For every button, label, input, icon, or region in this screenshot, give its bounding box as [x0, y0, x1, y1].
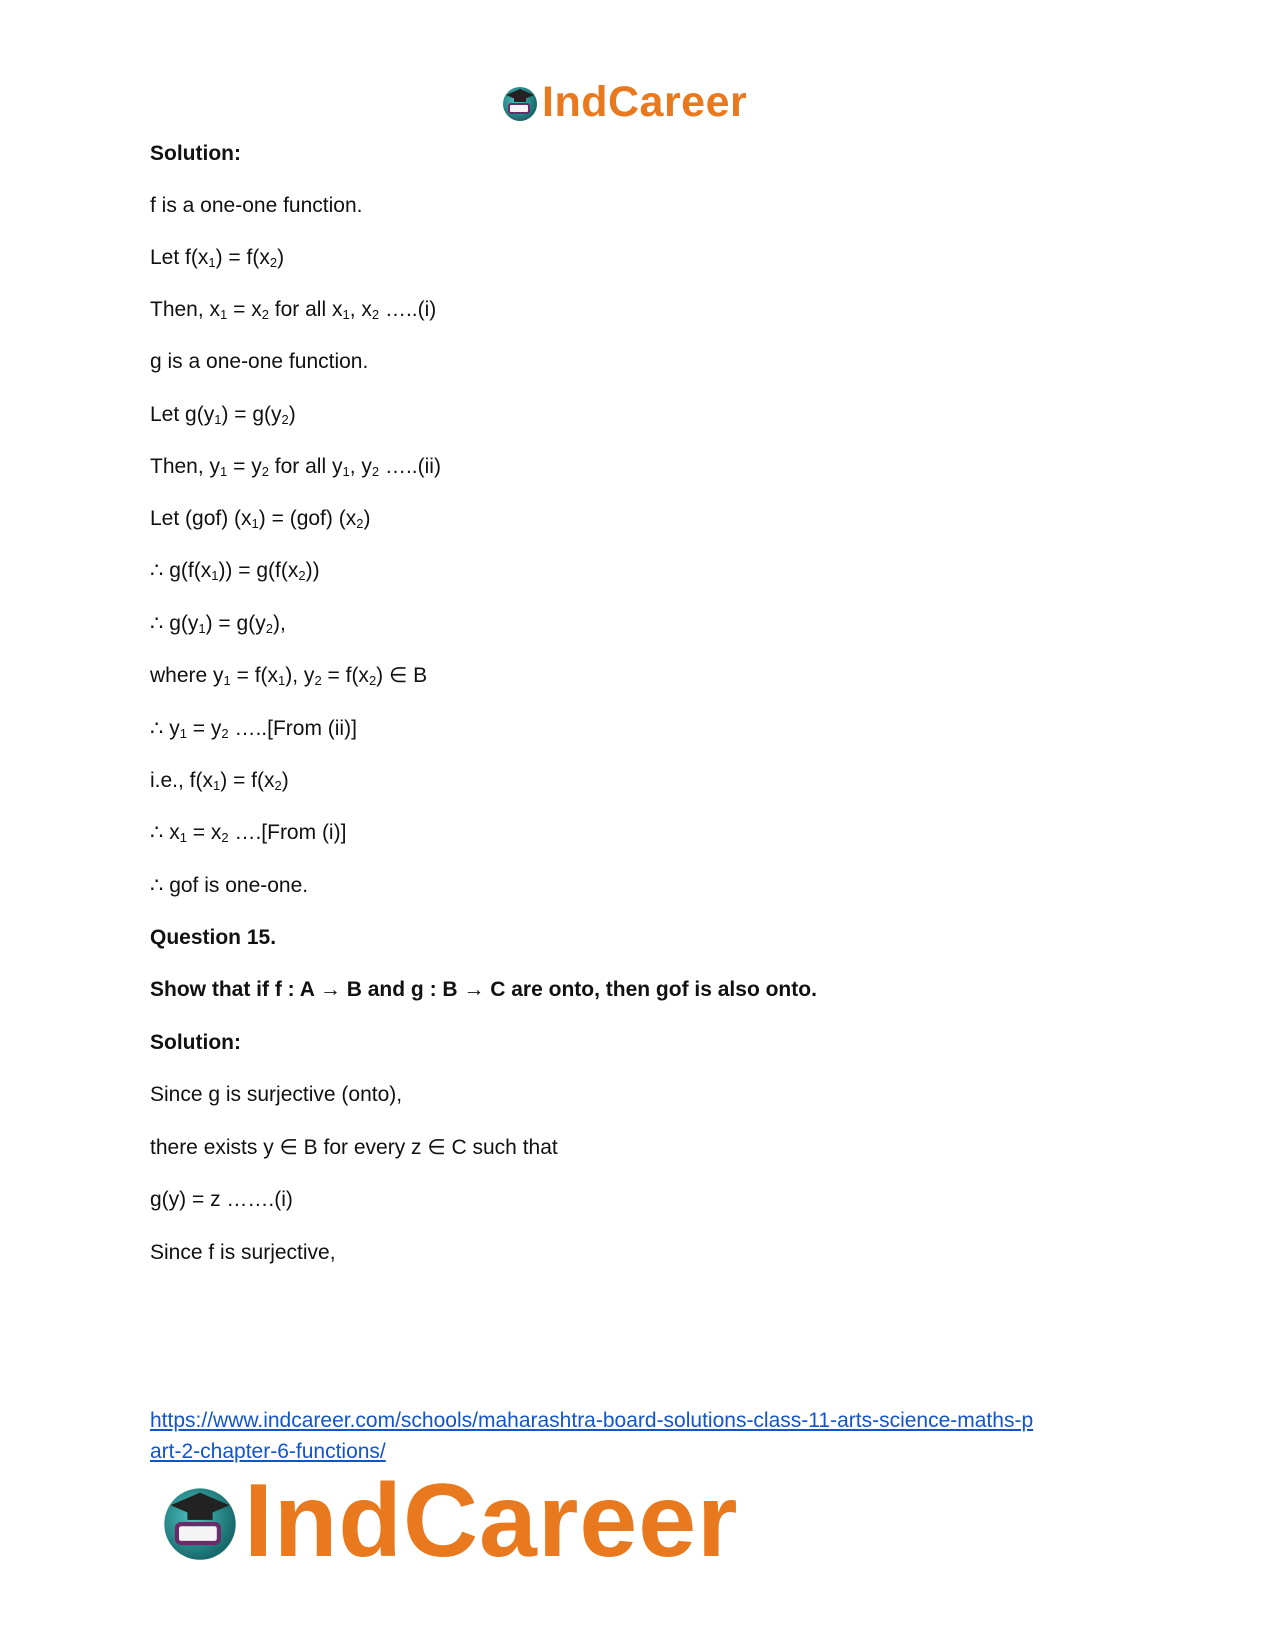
source-link-line1[interactable]: https://www.indcareer.com/schools/maharashtra-board-solutions-class-11-arts-science-maths-p: [150, 1409, 1034, 1432]
question-heading: Question 15.: [150, 926, 277, 949]
graduation-cap-book-globe-icon: [500, 83, 540, 123]
footer-logo: [158, 1462, 739, 1581]
text-line: Then, $x_1 = x_2$ for all $x_1$, $x_2$ …..(i): [150, 298, 437, 322]
graduation-cap-book-globe-icon: [158, 1480, 242, 1564]
text-line: Since f is surjective,: [150, 1241, 336, 1264]
text-line: ∴ $x_1 = x_2$ ….[From (i)]: [150, 821, 347, 845]
text-line: ∴ $g(y_1) = g(y_2)$,: [150, 612, 286, 636]
source-link[interactable]: [150, 1405, 1110, 1467]
text-line: g(y) = z …….(i): [150, 1188, 293, 1211]
logo-text: IndCareer: [542, 78, 748, 126]
text-line: Then, $y_1 = y_2$ for all $y_1$, $y_2$ …..(ii): [150, 455, 441, 479]
text-line: Let (gof) $(x_1) = (gof)$ $(x_2)$: [150, 507, 371, 531]
solution-heading: Solution:: [150, 1031, 241, 1054]
text-line: ∴ $g(f(x_1)) = g(f(x_2))$: [150, 559, 320, 583]
text-line: g is a one-one function.: [150, 350, 369, 373]
solution-heading: Solution:: [150, 142, 241, 165]
text-line: Let $f(x_1) = f(x_2)$: [150, 246, 285, 270]
text-line: Since g is surjective (onto),: [150, 1083, 403, 1106]
text-line: where $y_1 = f(x_1)$, $y_2 = f(x_2)$ ∈ B: [150, 664, 428, 688]
logo-text: IndCareer: [244, 1463, 739, 1579]
question-text: Show that if f : A → B and g : B → C are onto, then gof is also onto.: [150, 978, 817, 1001]
text-line: i.e., $f(x_1) = f(x_2)$: [150, 769, 289, 793]
text-line: ∴ $y_1 = y_2$ …..[From (ii)]: [150, 717, 357, 741]
text-line: f is a one-one function.: [150, 194, 363, 217]
text-line: Let $g(y_1) = g(y_2)$: [150, 403, 296, 427]
header-logo: [500, 78, 747, 127]
source-link-line2[interactable]: art-2-chapter-6-functions/: [150, 1440, 386, 1463]
text-line: ∴ gof is one-one.: [150, 874, 309, 897]
text-line: there exists y ∈ B for every z ∈ C such that: [150, 1136, 558, 1159]
